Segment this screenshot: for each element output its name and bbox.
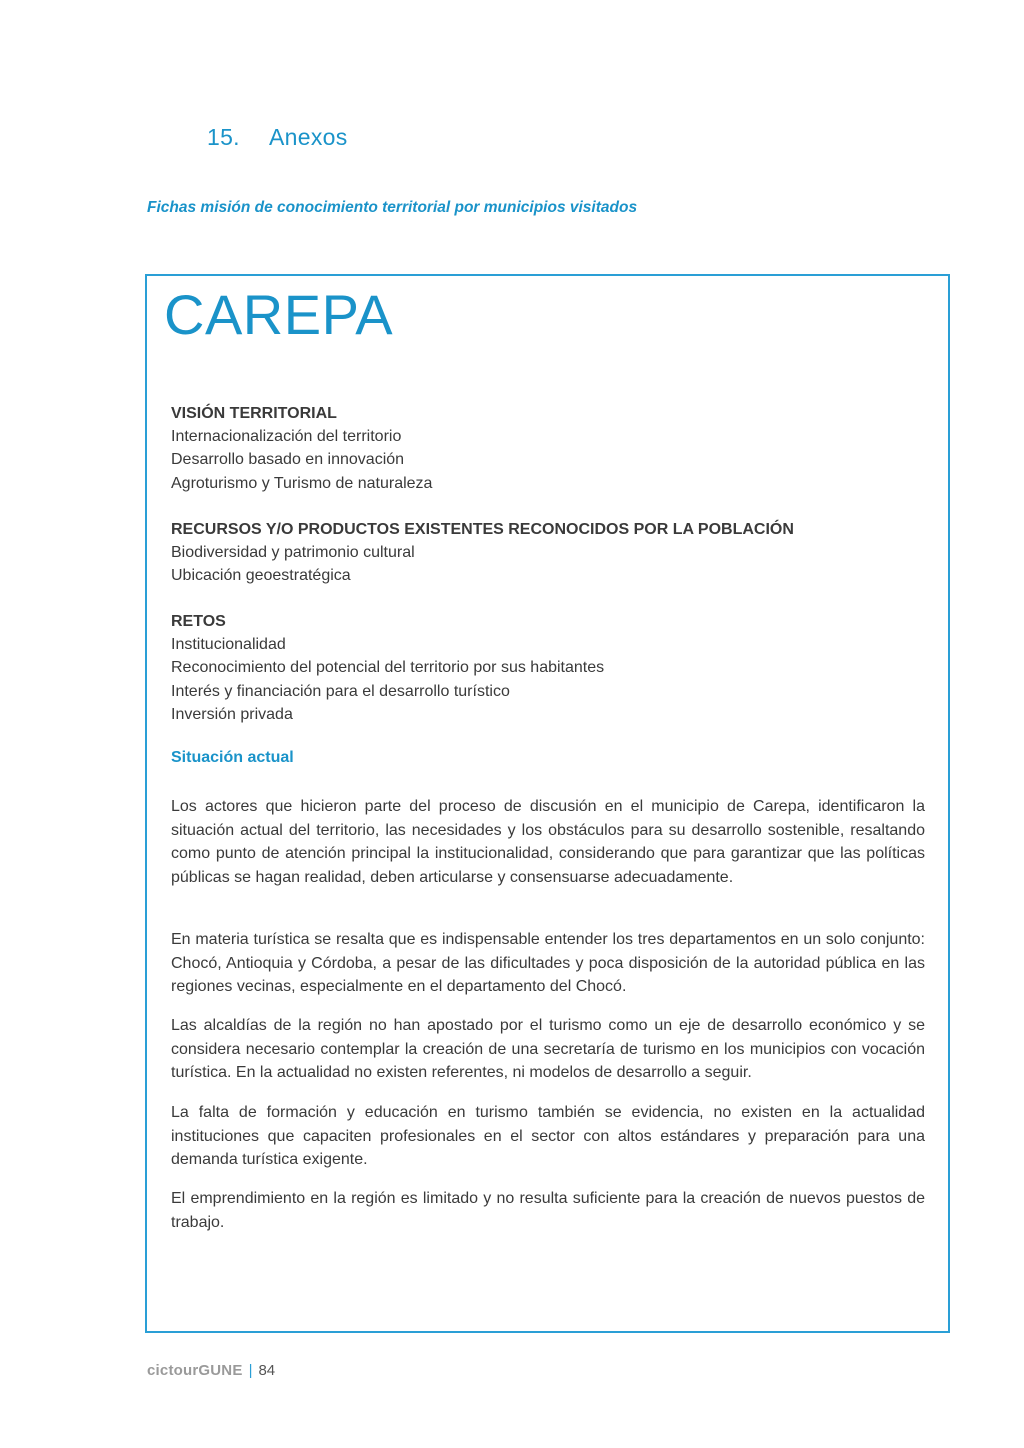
recursos-block [171, 518, 925, 588]
vision-heading: VISIÓN TERRITORIAL [171, 405, 337, 422]
retos-item: Inversión privada [171, 705, 293, 723]
section-heading [207, 124, 348, 151]
paragraph: En materia turística se resalta que es indispensable entender los tres departamentos en un solo conjunto: Chocó, Antioquia y Córdoba, a pesar de las dificultades y poca disposición de la autoridad pública en las regiones vecinas, especialmente en el departamento del Chocó. [171, 931, 925, 996]
paragraph: El emprendimiento en la región es limitado y no resulta suficiente para la creación de nuevos puestos de trabajo. [171, 1190, 925, 1231]
vision-block [171, 402, 925, 495]
situacion-heading: Situación actual [171, 749, 294, 766]
vision-item: Agroturismo y Turismo de naturaleza [171, 474, 433, 492]
retos-heading: RETOS [171, 613, 226, 630]
page-footer [147, 1362, 275, 1379]
section-title: Anexos [269, 124, 348, 150]
recursos-item: Biodiversidad y patrimonio cultural [171, 544, 415, 562]
paragraph: Los actores que hicieron parte del proceso de discusión en el municipio de Carepa, identificaron la situación actual del territorio, las necesidades y los obstáculos para su desarrollo sostenible, resaltando como punto de atención principal la institucionalidad, considerando que para garantizar que las políticas públicas se hagan realidad, deben articularse y consensuarse adecuadamente. [171, 798, 925, 886]
brand-logo: cictourGUNE [147, 1362, 243, 1379]
recursos-item: Ubicación geoestratégica [171, 567, 351, 585]
vision-item: Desarrollo basado en innovación [171, 451, 405, 469]
municipality-card [145, 274, 950, 1333]
page-number: 84 [258, 1362, 276, 1379]
footer-separator: | [248, 1362, 253, 1379]
paragraph: La falta de formación y educación en turismo también se evidencia, no existen en la actualidad instituciones que capaciten profesionales en el sector con altos estándares y preparación para una demanda turística exigente. [171, 1104, 925, 1169]
recursos-heading: RECURSOS Y/O PRODUCTOS EXISTENTES RECONOCIDOS POR LA POBLACIÓN [171, 521, 794, 538]
retos-item: Institucionalidad [171, 636, 286, 654]
retos-block [171, 610, 925, 726]
retos-item: Reconocimiento del potencial del territorio por sus habitantes [171, 659, 605, 677]
vision-item: Internacionalización del territorio [171, 428, 402, 446]
section-number: 15. [207, 124, 240, 150]
paragraph: Las alcaldías de la región no han apostado por el turismo como un eje de desarrollo económico y se considera necesario contemplar la creación de una secretaría de turismo en los municipios con vocación turística. En la actualidad no existen referentes, ni modelos de desarrollo a seguir. [171, 1017, 925, 1082]
card-title: CAREPA [164, 283, 394, 346]
page-subtitle: Fichas misión de conocimiento territorial por municipios visitados [147, 199, 638, 216]
retos-item: Interés y financiación para el desarrollo turístico [171, 682, 510, 700]
